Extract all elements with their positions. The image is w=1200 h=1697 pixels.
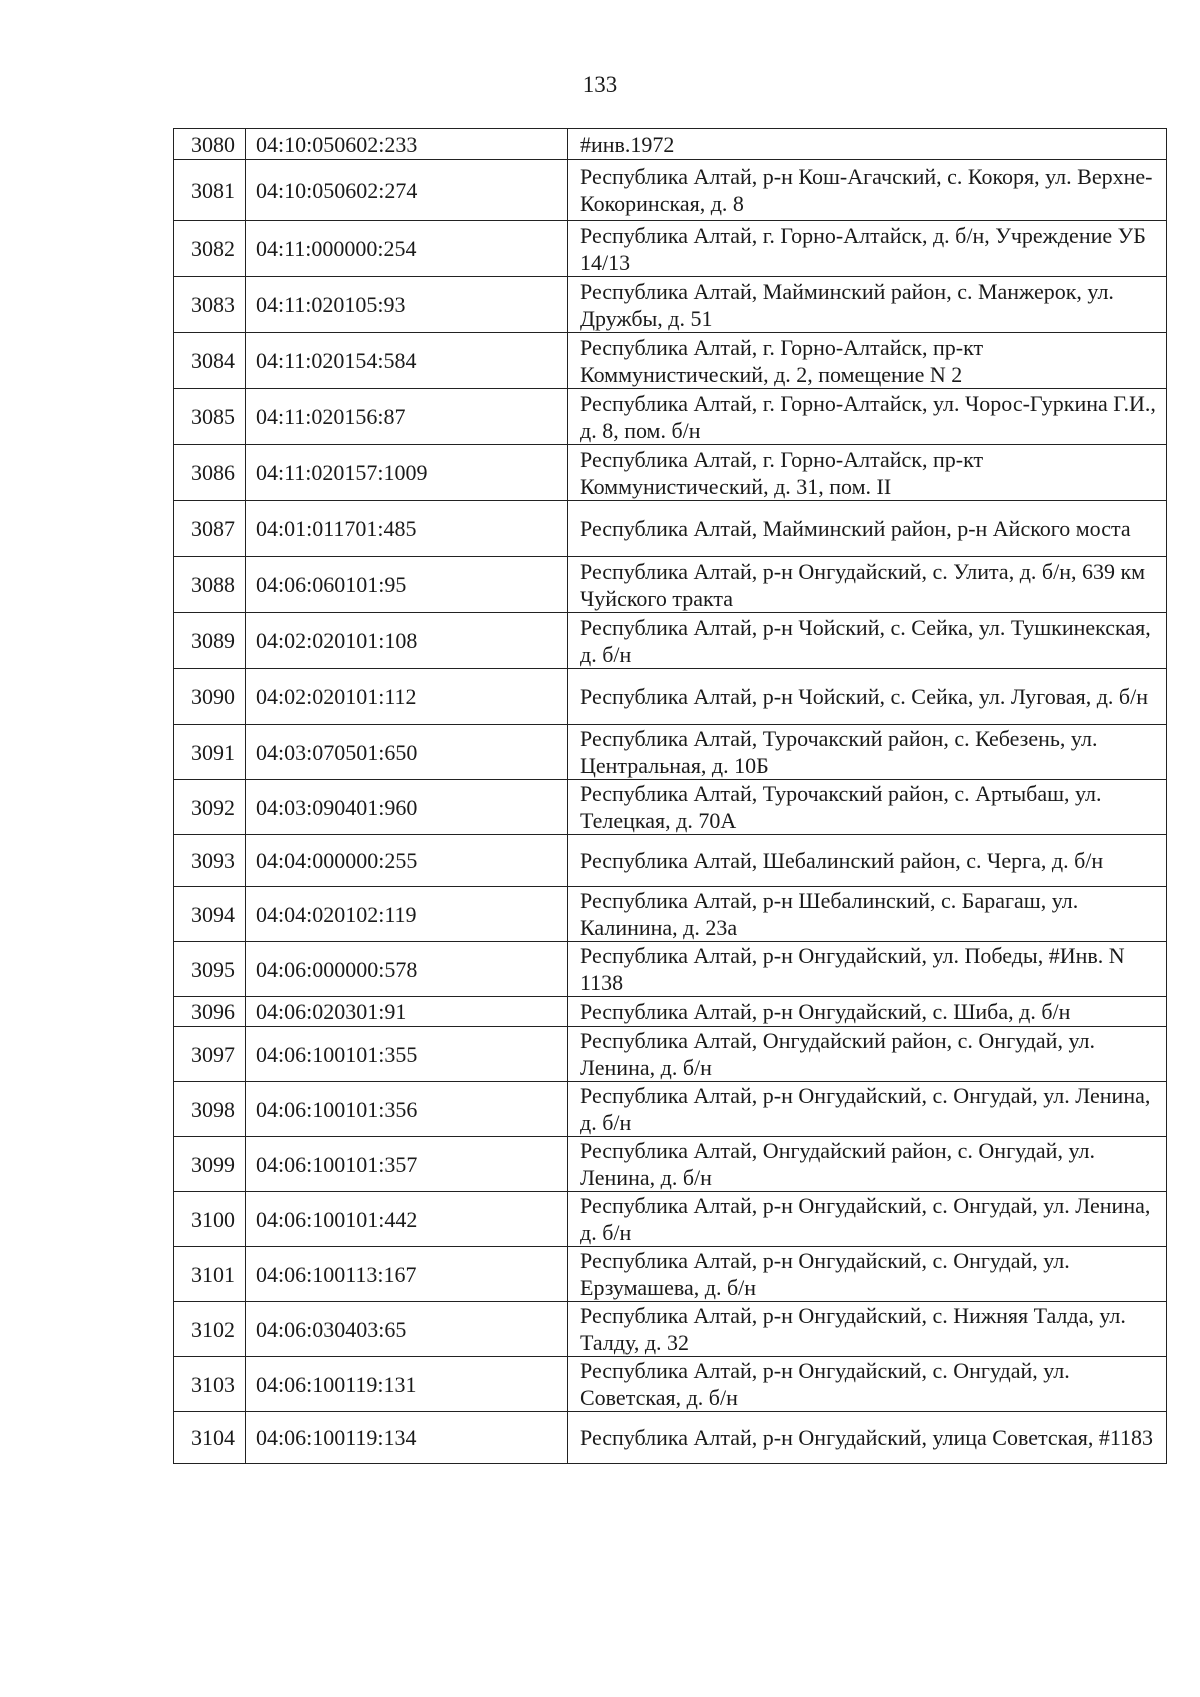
cadastral-number: 04:06:000000:578	[246, 942, 568, 997]
row-number: 3086	[174, 445, 246, 501]
row-number: 3081	[174, 160, 246, 221]
address: Республика Алтай, р-н Чойский, с. Сейка, ул. Тушкинекская, д. б/н	[568, 613, 1167, 669]
cadastral-number: 04:02:020101:112	[246, 669, 568, 725]
cadastral-number: 04:04:000000:255	[246, 835, 568, 887]
row-number: 3088	[174, 557, 246, 613]
cadastral-number: 04:06:060101:95	[246, 557, 568, 613]
cadastral-number: 04:11:020105:93	[246, 277, 568, 333]
row-number: 3087	[174, 501, 246, 557]
table-row	[174, 887, 1167, 942]
address: Республика Алтай, г. Горно-Алтайск, д. б/н, Учреждение УБ 14/13	[568, 221, 1167, 277]
address: Республика Алтай, г. Горно-Алтайск, пр-кт Коммунистический, д. 2, помещение N 2	[568, 333, 1167, 389]
cadastral-number: 04:10:050602:233	[246, 129, 568, 160]
address: Республика Алтай, р-н Онгудайский, с. Онгудай, ул. Ленина, д. б/н	[568, 1192, 1167, 1247]
row-number: 3095	[174, 942, 246, 997]
table-row	[174, 277, 1167, 333]
table-row	[174, 1192, 1167, 1247]
table-row	[174, 333, 1167, 389]
cadastral-number: 04:11:020157:1009	[246, 445, 568, 501]
table-row	[174, 389, 1167, 445]
table-row	[174, 1082, 1167, 1137]
cadastral-number: 04:06:020301:91	[246, 997, 568, 1027]
address: Республика Алтай, Турочакский район, с. Артыбаш, ул. Телецкая, д. 70А	[568, 780, 1167, 835]
row-number: 3083	[174, 277, 246, 333]
address: Республика Алтай, р-н Онгудайский, с. Онгудай, ул. Ленина, д. б/н	[568, 1082, 1167, 1137]
cadastral-number: 04:06:100119:131	[246, 1357, 568, 1412]
address: Республика Алтай, р-н Чойский, с. Сейка, ул. Луговая, д. б/н	[568, 669, 1167, 725]
table-row	[174, 835, 1167, 887]
registry-rows	[174, 129, 1167, 1464]
row-number: 3091	[174, 725, 246, 780]
address: Республика Алтай, Шебалинский район, с. Черга, д. б/н	[568, 835, 1167, 887]
table-row	[174, 160, 1167, 221]
row-number: 3080	[174, 129, 246, 160]
row-number: 3099	[174, 1137, 246, 1192]
cadastral-number: 04:06:100113:167	[246, 1247, 568, 1302]
address: Республика Алтай, г. Горно-Алтайск, ул. Чорос-Гуркина Г.И., д. 8, пом. б/н	[568, 389, 1167, 445]
table-row	[174, 613, 1167, 669]
row-number: 3096	[174, 997, 246, 1027]
cadastral-number: 04:04:020102:119	[246, 887, 568, 942]
table-row	[174, 669, 1167, 725]
table-row	[174, 445, 1167, 501]
registry-table	[173, 128, 1167, 1464]
cadastral-number: 04:01:011701:485	[246, 501, 568, 557]
cadastral-number: 04:06:100101:442	[246, 1192, 568, 1247]
table-row	[174, 129, 1167, 160]
row-number: 3098	[174, 1082, 246, 1137]
table-row	[174, 725, 1167, 780]
row-number: 3084	[174, 333, 246, 389]
row-number: 3093	[174, 835, 246, 887]
cadastral-number: 04:10:050602:274	[246, 160, 568, 221]
cadastral-number: 04:06:100101:355	[246, 1027, 568, 1082]
address: Республика Алтай, Майминский район, р-н Айского моста	[568, 501, 1167, 557]
address: Республика Алтай, р-н Онгудайский, с. Онгудай, ул. Ерзумашева, д. б/н	[568, 1247, 1167, 1302]
row-number: 3102	[174, 1302, 246, 1357]
address: Республика Алтай, Турочакский район, с. Кебезень, ул. Центральная, д. 10Б	[568, 725, 1167, 780]
address: Республика Алтай, р-н Шебалинский, с. Барагаш, ул. Калинина, д. 23а	[568, 887, 1167, 942]
address: Республика Алтай, р-н Онгудайский, с. Онгудай, ул. Советская, д. б/н	[568, 1357, 1167, 1412]
row-number: 3090	[174, 669, 246, 725]
row-number: 3094	[174, 887, 246, 942]
row-number: 3082	[174, 221, 246, 277]
cadastral-number: 04:06:100101:357	[246, 1137, 568, 1192]
address: #инв.1972	[568, 129, 1167, 160]
cadastral-number: 04:02:020101:108	[246, 613, 568, 669]
table-row	[174, 501, 1167, 557]
address: Республика Алтай, р-н Онгудайский, ул. Победы, #Инв. N 1138	[568, 942, 1167, 997]
address: Республика Алтай, р-н Онгудайский, с. Нижняя Талда, ул. Талду, д. 32	[568, 1302, 1167, 1357]
row-number: 3104	[174, 1412, 246, 1464]
cadastral-number: 04:03:090401:960	[246, 780, 568, 835]
cadastral-number: 04:06:100101:356	[246, 1082, 568, 1137]
cadastral-number: 04:06:100119:134	[246, 1412, 568, 1464]
row-number: 3085	[174, 389, 246, 445]
table-row	[174, 557, 1167, 613]
address: Республика Алтай, р-н Кош-Агачский, с. Кокоря, ул. Верхне-Кокоринская, д. 8	[568, 160, 1167, 221]
table-row	[174, 1412, 1167, 1464]
row-number: 3101	[174, 1247, 246, 1302]
table-row	[174, 1302, 1167, 1357]
table-row	[174, 780, 1167, 835]
cadastral-number: 04:11:020154:584	[246, 333, 568, 389]
address: Республика Алтай, г. Горно-Алтайск, пр-кт Коммунистический, д. 31, пом. II	[568, 445, 1167, 501]
table-row	[174, 942, 1167, 997]
address: Республика Алтай, Онгудайский район, с. Онгудай, ул. Ленина, д. б/н	[568, 1027, 1167, 1082]
cadastral-number: 04:03:070501:650	[246, 725, 568, 780]
address: Республика Алтай, р-н Онгудайский, с. Шиба, д. б/н	[568, 997, 1167, 1027]
row-number: 3100	[174, 1192, 246, 1247]
cadastral-number: 04:06:030403:65	[246, 1302, 568, 1357]
page-number: 133	[582, 72, 618, 97]
address: Республика Алтай, Онгудайский район, с. Онгудай, ул. Ленина, д. б/н	[568, 1137, 1167, 1192]
table-row	[174, 997, 1167, 1027]
row-number: 3103	[174, 1357, 246, 1412]
address: Республика Алтай, р-н Онгудайский, с. Улита, д. б/н, 639 км Чуйского тракта	[568, 557, 1167, 613]
table-row	[174, 1247, 1167, 1302]
table-row	[174, 221, 1167, 277]
table-row	[174, 1357, 1167, 1412]
cadastral-number: 04:11:000000:254	[246, 221, 568, 277]
row-number: 3089	[174, 613, 246, 669]
address: Республика Алтай, р-н Онгудайский, улица Советская, #1183	[568, 1412, 1167, 1464]
table-row	[174, 1137, 1167, 1192]
table-row	[174, 1027, 1167, 1082]
row-number: 3092	[174, 780, 246, 835]
cadastral-number: 04:11:020156:87	[246, 389, 568, 445]
row-number: 3097	[174, 1027, 246, 1082]
address: Республика Алтай, Майминский район, с. Манжерок, ул. Дружбы, д. 51	[568, 277, 1167, 333]
